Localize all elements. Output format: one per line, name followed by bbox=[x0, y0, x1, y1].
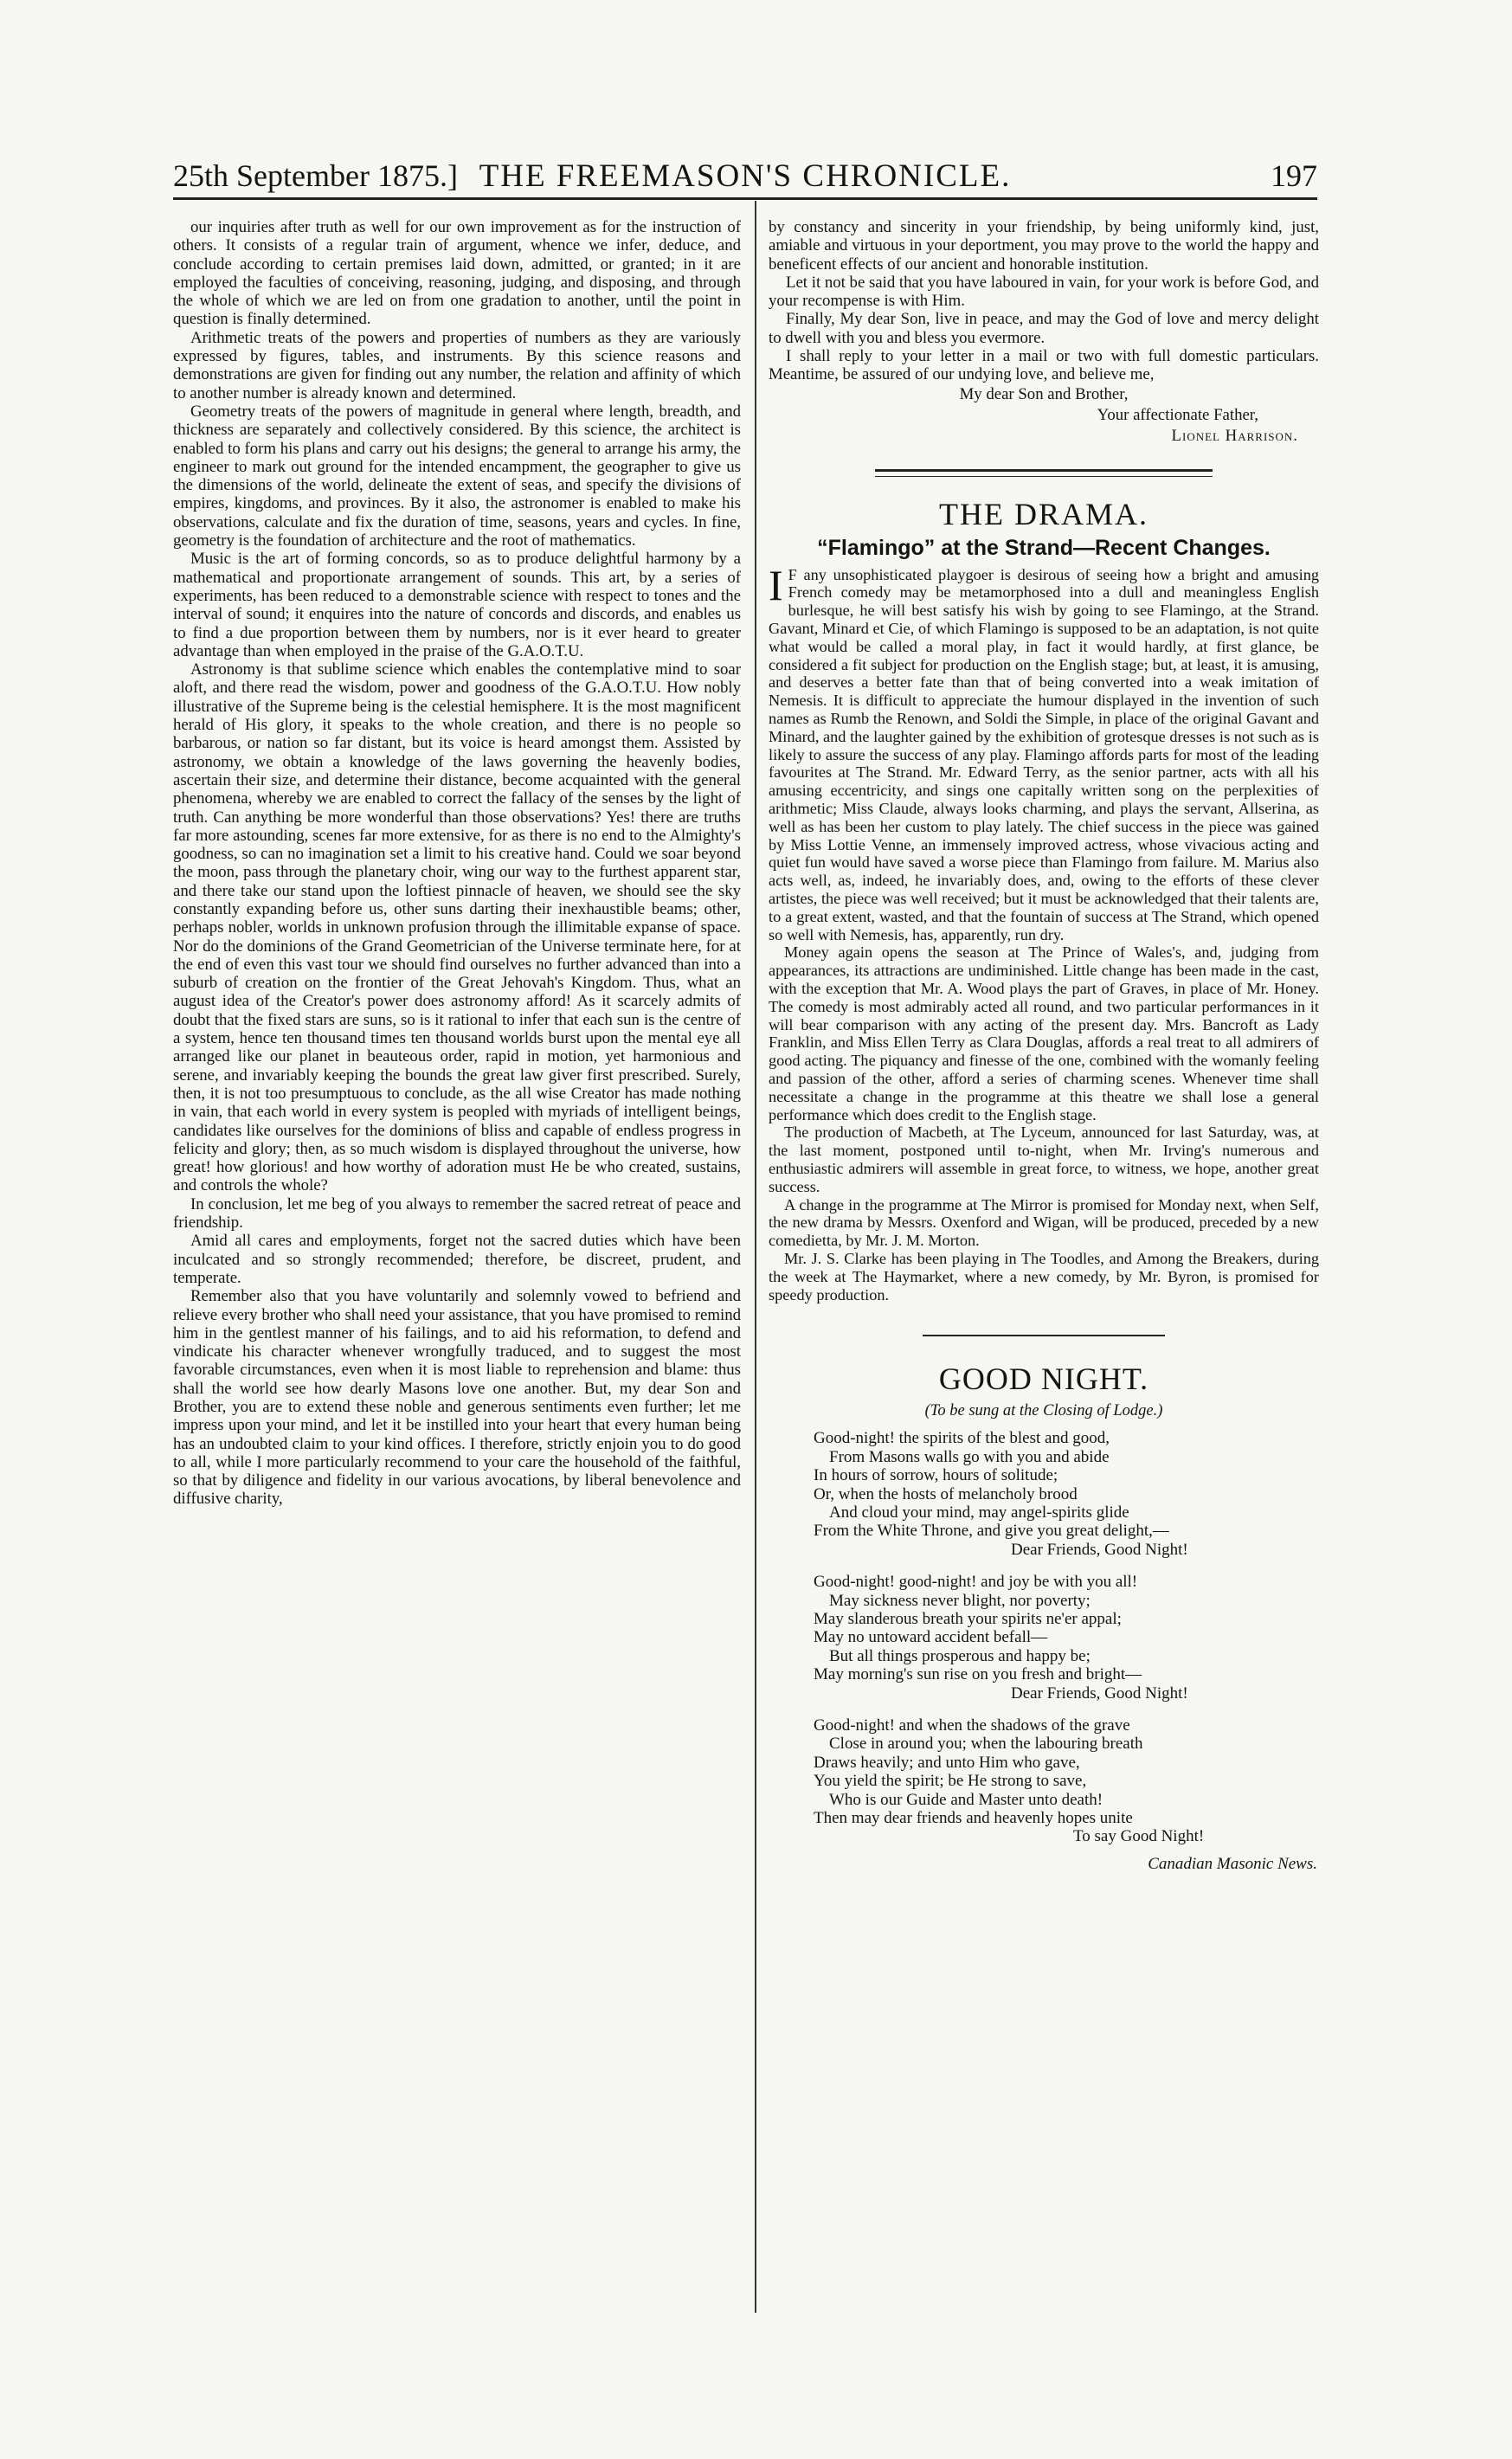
poem-line: From the White Throne, and give you great delight,— bbox=[814, 1522, 1169, 1541]
letter-paragraph: Finally, My dear Son, live in peace, and may the God of love and mercy delight to dwell with you and bless you evermore. bbox=[769, 310, 1319, 347]
poem-line: Good-night! good-night! and joy be with you all! bbox=[814, 1573, 1138, 1592]
poem-line: Draws heavily; and unto Him who gave, bbox=[814, 1753, 1080, 1772]
signoff-salutation: My dear Son and Brother, bbox=[959, 384, 1129, 403]
page-number: 197 bbox=[1271, 158, 1317, 193]
poem-title: GOOD NIGHT. bbox=[938, 1361, 1149, 1397]
drop-cap: I bbox=[769, 560, 783, 609]
article-paragraph: Amid all cares and employments, forget not the sacred duties which have been inculcated and so strongly recommended; therefore, be discreet, prudent, and temperate. bbox=[173, 1232, 741, 1287]
article-paragraph: Remember also that you have voluntarily and solemnly vowed to befriend and relieve every brother who shall need your assistance, that you have promised to remind him in the gentlest manner of his failings, and to aid his reformation, to defend and vindicate his character whenever wrongfully traduced, and to suggest the most favorable circumstances, even when it is most liable to reprehension and blame: thus shall the world see how dearly Masons love one another. But, my dear Son and Brother, you are to extend these noble and generous sentiments even further; let me impress upon your mind, and let it be instilled into your heart that every human being has an undoubted claim to your kind offices. I therefore, strictly enjoin you to do good to all, while I more particularly recommend to your care the household of the faithful, so that by diligence and fidelity in our various avocations, by liberal benevolence and diffusive charity, bbox=[173, 1287, 741, 1509]
letter-signoff bbox=[769, 384, 1319, 447]
drama-paragraph: A change in the programme at The Mirror is promised for Monday next, when Self, the new drama by Messrs. Oxenford and Wigan, will be produced, preceded by a new comedietta, by Mr. J. M. Morton. bbox=[769, 1195, 1319, 1250]
section-divider bbox=[875, 469, 1213, 477]
article-paragraph: our inquiries after truth as well for our own improvement as for the instruction of others. It consists of a regular train of argument, whence we infer, deduce, and conclude according to certain premises laid down, admitted, or granted; in it are employed the faculties of conceiving, reasoning, judging, and disposing, and through the whole of which we are led on from one gradation to another, until the point in question is finally determined. bbox=[173, 218, 741, 329]
paper-title: THE FREEMASON'S CHRONICLE. bbox=[479, 158, 1012, 194]
section-divider bbox=[923, 1335, 1165, 1336]
issue-date: 25th September 1875.] bbox=[173, 158, 458, 193]
drama-paragraph-text: F any unsophisticated playgoer is desirous of seeing how a bright and amusing French comedy may be metamorphosed into a dull and meaningless English burlesque, he will best satisfy his wish by going to see Flamingo, at the Strand. Gavant, Minard et Cie, of which Flamingo is supposed to be an adaptation, is not quite what would be called a moral play, in fact it would hardly, at first glance, be considered a fit subject for production on the English stage; but, at least, it is amusing, and deserves a better fate than that of being converted into a weak imitation of Nemesis. It is difficult to appreciate the humour displayed in the invention of such names as Rumb the Renown, and Soldi the Simple, in place of the original Gavant and Minard, and the laughter gained by the exhibition of grotesque dresses is not such as is likely to assure the success of any play. Flamingo affords parts for most of the leading favourites at The Strand. Mr. Edward Terry, as the senior partner, acts with all his amusing eccentricity, and sings one capitally written song on the perplexities of arithmetic; Miss Claude, always looks charming, and plays the servant, Allserina, as well as has been her custom to play lately. The chief success in the piece was gained by Miss Lottie Venne, an immensely improved actress, whose vivacious acting and quiet fun would have saved a worse piece than Flamingo from failure. M. Marius also acts well, as, indeed, he invariably does, and, owing to the efforts of these clever artistes, the piece was well received; but it must be acknowledged that their talents are, to a great extent, wasted, and that the fountain of success at The Strand, which opened so well with Nemesis, has, apparently, run dry. bbox=[769, 565, 1319, 943]
drama-paragraph: The production of Macbeth, at The Lyceum, announced for last Saturday, was, at the last moment, postponed until to-night, when Mr. Irving's numerous and enthusiastic admirers will assemble in great force, to witness, we hope, another great success. bbox=[769, 1123, 1319, 1195]
poem-line: Good-night! the spirits of the blest and good, bbox=[814, 1429, 1110, 1448]
article-paragraph: Astronomy is that sublime science which enables the contemplative mind to soar aloft, and there read the wisdom, power and goodness of the G.A.O.T.U. How nobly illustrative of the Supreme being is the celestial hemisphere. It is the most magnificent herald of His glory, it speaks to the whole creation, and there is no people so barbarous, or nation so far distant, but its voice is heard amongst them. Assisted by astronomy, we obtain a knowledge of the laws governing the heavenly bodies, ascertain their size, and determine their distance, become acquainted with the general phenomena, whereby we are enabled to correct the fallacy of the senses by the light of truth. Can anything be more wonderful than those observations? Yes! there are truths far more astounding, scenes far more extensive, for as there is no end to the Almighty's goodness, so can no imagination set a limit to his creative hand. Could we soar beyond the moon, pass through the planetary choir, wing our way to the furthest apparent star, and there take our stand upon the loftiest pinnacle of heaven, we should see the sky constantly expanding before us, other suns darting their inexhaustible beams; other, perhaps nobler, worlds in unknown profusion through the illimitable expanse of space. Nor do the dominions of the Grand Geometrician of the Universe terminate here, for at the end of even this vast tour we should find ourselves no further advanced than into a suburb of creation on the frontier of the Great Jehovah's Kingdom. Thus, what an august idea of the Creator's power does astronomy afford! As it scarcely admits of doubt that the fixed stars are suns, so is it rational to infer that each sun is the centre of a system, hence ten thousand times ten thousand worlds burst upon the mental eye all arranged like our planet in beauteous order, rapid in motion, yet harmonious and serene, and invariably keeping the bounds the great law giver first prescribed. Surely, then, it is not too presumptuous to conclude, as the all wise Creator has made nothing in vain, that each world in every system is peopled with myriads of intelligent beings, candidates like ourselves for the dominions of bliss and capable of endless progress in felicity and glory; then, as so much wisdom is displayed throughout the universe, how great! how glorious! and how worthy of adoration must He be who created, sustains, and controls the whole? bbox=[173, 660, 741, 1195]
signoff-signature: Lionel Harrison. bbox=[1171, 426, 1298, 445]
poem-line: And cloud your mind, may angel-spirits glide bbox=[829, 1503, 1129, 1522]
poem-credit: Canadian Masonic News. bbox=[1148, 1854, 1317, 1873]
article-paragraph: Arithmetic treats of the powers and properties of numbers as they are variously expressed by figures, tables, and instruments. By this science reasons and demonstrations are given for finding out any number, the relation and affinity of which to another number is already known and determined. bbox=[173, 328, 741, 402]
poem-line: Close in around you; when the labouring breath bbox=[829, 1735, 1143, 1754]
signoff-closing: Your affectionate Father, bbox=[1097, 405, 1258, 424]
letter-paragraph: I shall reply to your letter in a mail or two with full domestic particulars. Meantime, be assured of our undying love, and believe me, bbox=[769, 347, 1319, 384]
poem-line: May no untoward accident befall— bbox=[814, 1628, 1048, 1647]
poem-note: (To be sung at the Closing of Lodge.) bbox=[924, 1402, 1163, 1420]
column-divider bbox=[755, 201, 756, 2313]
poem-refrain: To say Good Night! bbox=[1073, 1827, 1205, 1846]
article-paragraph: Geometry treats of the powers of magnitude in general where length, breadth, and thickness are separately and collectively considered. By this science, the architect is enabled to form his plans and carry out his designs; the general to arrange his army, the engineer to mark out ground for the intended encampment, the geographer to give us the dimensions of the world, delineate the extent of seas, and specify the divisions of empires, kingdoms, and provinces. By it also, the astronomer is enabled to make his observations, calculate and fix the duration of time, seasons, years and cycles. In fine, geometry is the foundation of architecture and the root of mathematics. bbox=[173, 402, 741, 550]
poem-refrain: Dear Friends, Good Night! bbox=[1011, 1540, 1188, 1559]
drama-title: THE DRAMA. bbox=[939, 496, 1148, 531]
letter-paragraph: by constancy and sincerity in your friendship, by being uniformly kind, just, amiable and virtuous in your deportment, you may prove to the world the happy and beneficent effects of our ancient and honorable institution. bbox=[769, 218, 1319, 274]
poem-line: Good-night! and when the shadows of the grave bbox=[814, 1716, 1130, 1735]
poem-line: Who is our Guide and Master unto death! bbox=[829, 1790, 1103, 1809]
drama-subtitle: “Flamingo” at the Strand—Recent Changes. bbox=[817, 535, 1271, 560]
poem-stanza bbox=[814, 1573, 1319, 1703]
poem-line: From Masons walls go with you and abide bbox=[829, 1447, 1110, 1466]
poem-line: In hours of sorrow, hours of solitude; bbox=[814, 1466, 1058, 1485]
poem-line: Then may dear friends and heavenly hopes unite bbox=[814, 1809, 1133, 1828]
drama-paragraph: Money again opens the season at The Prince of Wales's, and, judging from appearances, its attractions are undiminished. Little change has been made in the cast, with the exception that Mr. A. Wood plays the part of Graves, in place of Mr. Honey. The comedy is most admirably acted all round, and two particular performances in it will bear comparison with any acting of the present day. Mrs. Bancroft as Lady Franklin, and Miss Ellen Terry as Clara Douglas, affords a real treat to all admirers of good acting. The piquancy and finesse of the one, combined with the womanly feeling and passion of the other, afford a series of charming scenes. Whenever time shall necessitate a change in the programme at this theatre we shall lose a general performance which does credit to the English stage. bbox=[769, 943, 1319, 1123]
right-column bbox=[769, 218, 1319, 1874]
left-column bbox=[173, 218, 741, 1509]
poem-line: May morning's sun rise on you fresh and bright— bbox=[814, 1665, 1142, 1684]
article-paragraph: In conclusion, let me beg of you always to remember the sacred retreat of peace and friendship. bbox=[173, 1194, 741, 1233]
poem-stanza bbox=[814, 1429, 1319, 1559]
article-paragraph: Music is the art of forming concords, so as to produce delightful harmony by a mathematical and proportionate arrangement of sounds. This art, by a series of experiments, has been reduced to a demonstrable science with respect to tones and the interval of sound; it enquires into the nature of concords and discords, and enables us to find a due proportion between them by numbers, nor is it ever heard to greater advantage than when employed in the praise of the G.A.O.T.U. bbox=[173, 550, 741, 660]
poem-line: Or, when the hosts of melancholy brood bbox=[814, 1484, 1078, 1503]
poem-line: May slanderous breath your spirits ne'er appal; bbox=[814, 1610, 1122, 1628]
poem-line: But all things prosperous and happy be; bbox=[829, 1646, 1091, 1665]
drama-paragraph: Mr. J. S. Clarke has been playing in The Toodles, and Among the Breakers, during the week at The Haymarket, where a new comedy, by Mr. Byron, is promised for speedy production. bbox=[769, 1249, 1319, 1304]
letter-paragraph: Let it not be said that you have laboured in vain, for your work is before God, and your recompense is with Him. bbox=[769, 273, 1319, 311]
drama-article bbox=[769, 560, 1319, 1304]
poem-line: You yield the spirit; be He strong to save, bbox=[814, 1772, 1087, 1791]
poem-line: May sickness never blight, nor poverty; bbox=[829, 1591, 1091, 1610]
poem-stanza bbox=[814, 1716, 1319, 1846]
poem-refrain: Dear Friends, Good Night! bbox=[1011, 1683, 1188, 1703]
drama-paragraph bbox=[769, 560, 1319, 944]
masthead bbox=[173, 154, 1317, 200]
